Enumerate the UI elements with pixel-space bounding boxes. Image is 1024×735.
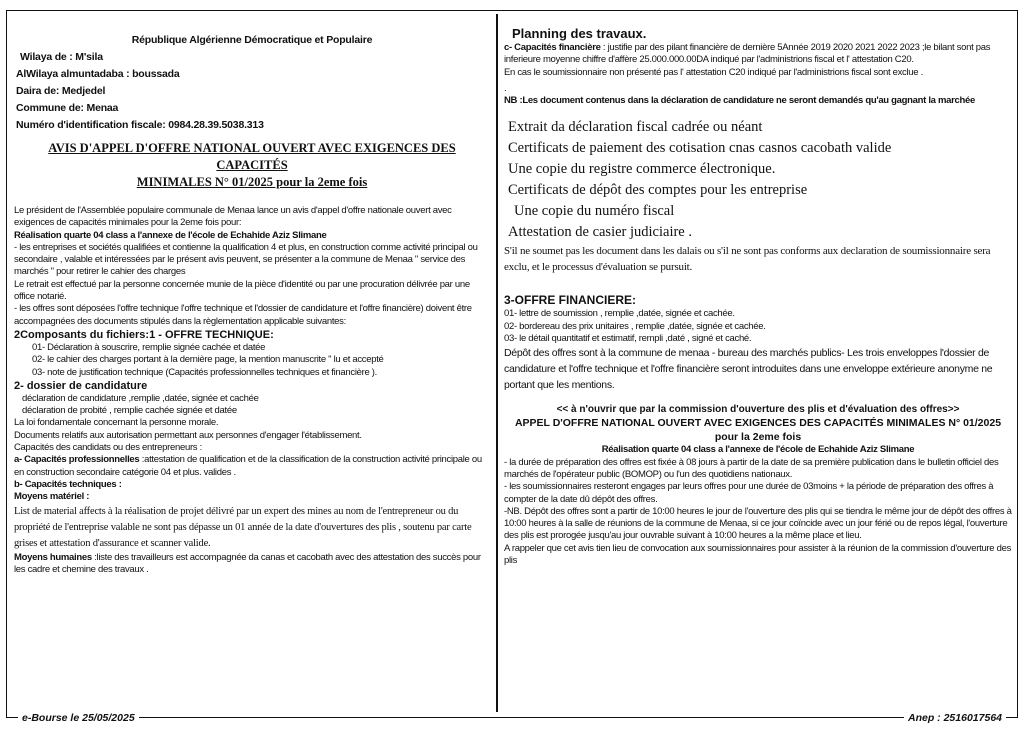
capacites-financiere: [504, 42, 1012, 67]
dot-line: .: [504, 82, 507, 94]
offre-financiere-heading: 3-OFFRE FINANCIERE:: [504, 293, 636, 308]
offres-paragraph: - les offres sont déposées l'offre technique l'offre technique et l'dossier de candidature et l'offre financière) doivent être accompagnées des documents stipulés dans la règlementation applicable suivantes:: [14, 303, 472, 327]
nb-paragraph: NB :Les document contenus dans la déclaration de candidature ne seront demandés qu'au gagnant la marchée: [504, 95, 975, 107]
appel-line-2: pour la 2eme fois: [714, 431, 802, 444]
conditions-paragraph: - les entreprises et sociétés qualifiées et contienne la qualification 4 et plus, en construction comme activité principal ou secondaire , valable et intéressées par le présent avis peuvent, se présenter a la commune de Menaa " service des marchés " pour retirer le cahier des charges: [14, 241, 478, 278]
liste-materiel: List de material affects à la réalisation de projet délivré par un expert des mines au nom de l'entrepreneur ou du propriété de l'entreprise valable ne sont pas dépasse un 01 année de la date d'ouvertures des plis , soutenu par carte grises et attestation d'assurance et scanner valide.: [14, 505, 472, 549]
realisation-line-right: Réalisation quarte 04 class a l'annexe de l'école de Echahide Aziz Slimane: [601, 444, 915, 456]
column-divider: [496, 14, 498, 712]
dossier-item-1: déclaration de candidature ,remplie ,datée, signée et cachée: [22, 392, 259, 404]
notice-title-line2: MINIMALES N° 01/2025 pour la 2eme fois: [136, 175, 368, 189]
moyens-materiel: Moyens matériel :: [14, 491, 90, 503]
document-5: Une copie du numéro fiscal: [514, 203, 675, 220]
realisation-line: Réalisation quarte 04 class a l'annexe de l'école de Echahide Aziz Slimane: [14, 229, 327, 241]
fin-item-2: 02- bordereau des prix unitaires , remplie ,datée, signée et cachée.: [504, 320, 766, 332]
capacites-label: a- Capacités professionnelles: [14, 454, 140, 466]
dossier-item-2: déclaration de probité , remplie cachée signée et datée: [22, 405, 237, 417]
alwilaya: AlWilaya almuntadaba : boussada: [16, 68, 180, 80]
capacites-techniques: b- Capacités techniques :: [14, 478, 122, 490]
tech-item-2: 02- le cahier des charges portant à la dernière page, la mention manuscrite " lu et accepté: [32, 354, 384, 366]
capacites-text: :attestation de qualification et de la classification de la construction activité principale ou en construction secondaire catégorie 04 et plus. valides .: [14, 454, 482, 478]
fin-item-1: 01- lettre de soumission , remplie ,datée, signée et cachée.: [504, 308, 735, 320]
notice-title-line1: AVIS D'APPEL D'OFFRE NATIONAL OUVERT AVEC EXIGENCES DES CAPACITÉS: [48, 141, 456, 172]
capfin-label: c- Capacités financière: [504, 42, 601, 53]
daira: Daira de: Medjedel: [16, 85, 106, 97]
commune: Commune de: Menaa: [16, 102, 119, 114]
capacites-professionnelles: [14, 454, 490, 479]
right-column: [504, 14, 1012, 710]
dossier-item-3: La loi fondamentale concernant la personne morale.: [14, 417, 219, 429]
left-column: [14, 14, 490, 710]
capfin-text: : justifie par des pilant financière de dernière 5Année 2019 2020 2021 2022 2023 ;le bilant sont pas inferieure moyenne chiffre d'affère 25.000.000.00DA indiqué par l'administrions fiscal et l' attestation C20.: [504, 42, 991, 66]
dossier-heading: 2- dossier de candidature: [14, 379, 148, 392]
tech-item-3: 03- note de justification technique (Capacités professionnelles techniques et financière ).: [32, 366, 378, 378]
documents-list: [504, 117, 1012, 243]
duree-paragraph: - la durée de préparation des offres est fixée à 08 jours à partir de la date de sa première publication dans le bulletin officiel des marchés de l'opérateur public (BOMOP) ou l'un des quotidiens nationaux.: [504, 456, 999, 480]
retrait-paragraph: Le retrait est effectué par la personne concernée munie de la pièce d'identité ou par une procuration délivrée par une office notarié.: [14, 278, 470, 303]
moyens-humaines-label: Moyens humaines: [14, 551, 92, 563]
document-3: Une copie du registre commerce électronique.: [508, 161, 776, 178]
documents-note: S'il ne soumet pas les document dans les dalais ou s'il ne sont pas conforms aux declaration de soumissionnaire sera exclu, et le processus d'évaluation se pursuit.: [504, 245, 991, 274]
dossier-item-5: Capacités des candidats ou des entrepreneurs :: [14, 442, 202, 454]
planning-heading: Planning des travaux.: [512, 26, 647, 41]
document-6: Attestation de casier judiciaire .: [508, 224, 692, 241]
moyens-humaines: [14, 552, 490, 577]
intro-paragraph: Le président de l'Assemblée populaire communale de Menaa lance un avis d'appel d'offre nationale ouvert avec exigences de capacités minimales pour la 2eme fois pour:: [14, 205, 452, 229]
wilaya: Wilaya de : M'sila: [20, 51, 103, 63]
footer-right: Anep : 2516017564: [904, 712, 1006, 724]
c20-paragraph: En cas le soumissionnaire non présenté pas l' attestation C20 indiqué par l'administrions fiscal sont exclue .: [504, 66, 923, 78]
composants-heading: 2Composants du fichiers:1 - OFFRE TECHNIQUE:: [14, 328, 274, 341]
footer-left: e-Bourse le 25/05/2025: [18, 712, 139, 724]
nb2-paragraph: -NB. Dépôt des offres sont a partir de 10:00 heures le jour de l'ouverture des plis qui se tiendra le même jour de dépôt des offres à 10:00 heures à la salle de réunions de la commune de Menaa, si ce jour coïncide avec un jour férié ou de repos légal, l'ouverture des plis est prorogée jusqu'au jour ouvrable suivant à 10:00 heures a la même place et lieu.: [504, 505, 1012, 542]
depot-paragraph: Dépôt des offres sont à la commune de menaa - bureau des marchés publics- Les trois enveloppes l'dossier de candidature et l'offre technique et l'offre financière seront introduites dans une enveloppe extérieure anonyme ne portant que les mentions.: [504, 347, 993, 392]
document-2: Certificats de paiement des cotisation cnas casnos cacobath valide: [508, 140, 892, 157]
document-4: Certificats de dépôt des comptes pour les entreprise: [508, 182, 808, 199]
appel-line-1: APPEL D'OFFRE NATIONAL OUVERT AVEC EXIGENCES DES CAPACITÉS MINIMALES N° 01/2025: [514, 417, 1002, 430]
tech-item-1: 01- Déclaration à souscrire, remplie signée cachée et datée: [32, 341, 266, 353]
republic-heading: République Algérienne Démocratique et Populaire: [131, 34, 373, 46]
moyens-humaines-text: :liste des travailleurs est accompagnée da canas et cacobath avec des attestation des succès pour les cadre et chemine des travaux .: [14, 551, 481, 575]
document-1: Extrait da déclaration fiscal cadrée ou néant: [508, 119, 763, 136]
mention-quote: << à n'ouvrir que par la commission d'ouverture des plis et d'évaluation des offres>>: [556, 404, 960, 416]
dossier-item-4: Documents relatifs aux autorisation permettant aux personnes d'engager l'établissement.: [14, 429, 362, 441]
rappeler-paragraph: A rappeler que cet avis tien lieu de convocation aux soumissionnaires pour assister à la réunion de la commission d'ouverture des plis: [504, 542, 1012, 567]
nif: Numéro d'identification fiscale: 0984.28.39.5038.313: [16, 119, 264, 131]
fin-item-3: 03- le détail quantitatif et estimatif, rempli ,daté , signé et caché.: [504, 333, 752, 345]
engages-paragraph: - les soumissionnaires resteront engages par leurs offres pour une durée de 03moins + la période de préparation des offres à compter de la date dû dépôt des offres.: [504, 481, 994, 505]
